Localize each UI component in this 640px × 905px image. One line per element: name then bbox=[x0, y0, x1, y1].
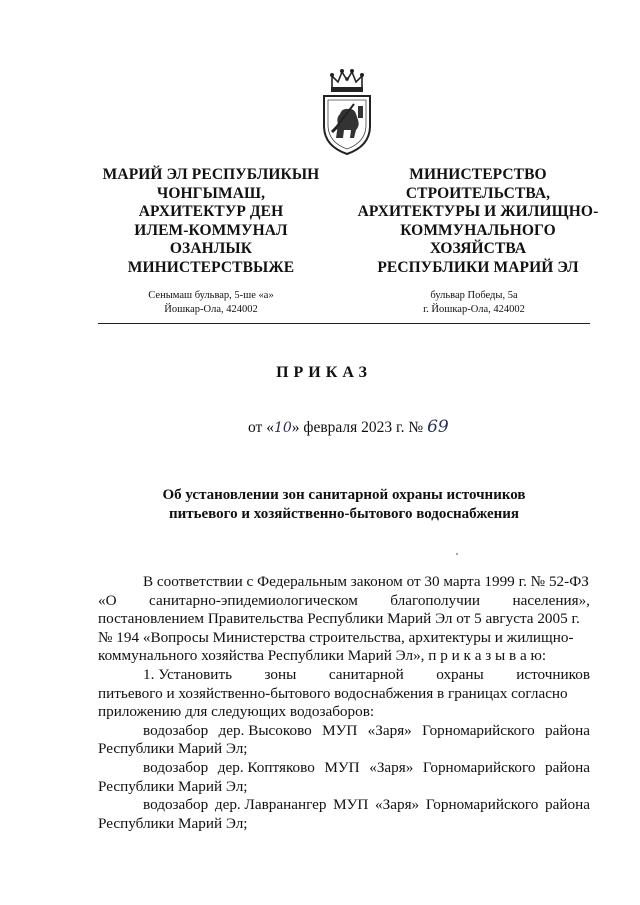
subject-line: питьевого и хозяйственно-бытового водоснабжения bbox=[168, 506, 520, 522]
date-day-handwritten: 10 bbox=[273, 420, 292, 436]
body-word: дер. Высоково bbox=[218, 721, 312, 739]
address-right bbox=[364, 289, 584, 316]
body-word: охраны bbox=[436, 665, 484, 683]
body-line: Республики Марий Эл; bbox=[98, 814, 248, 832]
body-line bbox=[98, 666, 590, 685]
body-word: санитарно-эпидемиологическом bbox=[149, 591, 358, 609]
date-suffix: » февраля 2023 г. № bbox=[291, 419, 424, 436]
body-word: благополучии bbox=[390, 591, 480, 609]
address-line: г. Йошкар-Ола, 424002 bbox=[423, 303, 525, 315]
body-line: постановлением Правительства Республики Марий Эл от 5 августа 2005 г. bbox=[98, 610, 580, 628]
body-word: района bbox=[545, 758, 590, 776]
body-word: санитарной bbox=[328, 665, 404, 683]
body-word: Горномарийского bbox=[425, 796, 539, 814]
body-line: питьевого и хозяйственно-бытового водоснабжения в границах согласно bbox=[98, 684, 568, 702]
body-word: 1. Установить bbox=[143, 665, 233, 683]
address-line: бульвар Победы, 5а bbox=[430, 290, 518, 301]
body-word: МУП bbox=[333, 796, 369, 814]
document-subject bbox=[98, 486, 590, 524]
body-word: «Заря» bbox=[367, 721, 412, 739]
body-line: Республики Марий Эл; bbox=[98, 740, 248, 758]
coat-of-arms-icon bbox=[318, 68, 376, 156]
address-line: Сенымаш бульвар, 5-ше «а» bbox=[148, 290, 274, 301]
address-line: Йошкар-Ола, 424002 bbox=[164, 303, 258, 315]
body-word: дер. Коптяково bbox=[217, 758, 315, 776]
header-divider bbox=[98, 323, 590, 324]
body-word: «Заря» bbox=[375, 796, 420, 814]
document-body bbox=[98, 573, 590, 833]
body-line bbox=[98, 796, 590, 815]
body-word: «Заря» bbox=[369, 758, 414, 776]
body-line: № 194 «Вопросы Министерства строительства, архитектуры и жилищно- bbox=[98, 628, 574, 646]
body-word: «О bbox=[98, 591, 117, 609]
header-right-ministry-name bbox=[352, 166, 604, 278]
header-left-line: ИЛЕМ-КОММУНАЛ bbox=[134, 221, 288, 239]
body-word: МУП bbox=[324, 758, 360, 776]
body-line bbox=[98, 759, 590, 778]
header-left-line: ОЗАНЛЫК bbox=[169, 240, 253, 258]
body-line: коммунального хозяйства Республики Марий Эл», п р и к а з ы в а ю: bbox=[98, 647, 547, 665]
body-line: приложению для следующих водозаборов: bbox=[98, 703, 375, 721]
header-right-line: СТРОИТЕЛЬСТВА, bbox=[405, 184, 551, 202]
address-left bbox=[101, 289, 321, 316]
body-word: Горномарийского bbox=[422, 721, 535, 739]
document-title: ПРИКАЗ bbox=[276, 364, 372, 381]
body-word: водозабор bbox=[143, 796, 209, 814]
date-prefix: от « bbox=[248, 419, 274, 436]
body-word: водозабор bbox=[143, 721, 209, 739]
header-left-ministry-name bbox=[86, 166, 336, 278]
body-word: Горномарийского bbox=[422, 758, 536, 776]
header-left-line: АРХИТЕКТУР ДЕН bbox=[138, 203, 284, 221]
body-word: населения», bbox=[512, 591, 590, 609]
body-word: района bbox=[545, 796, 590, 814]
body-word: водозабор bbox=[143, 758, 209, 776]
header-left-line: МИНИСТЕРСТВЫЖЕ bbox=[127, 258, 295, 276]
date-line bbox=[248, 417, 449, 437]
body-line: Республики Марий Эл; bbox=[98, 777, 248, 795]
body-word: дер. Лавранангер bbox=[214, 796, 327, 814]
header-left-line: ЧОНГЫМАШ, bbox=[156, 184, 266, 202]
subject-line: Об установлении зон санитарной охраны источников bbox=[162, 487, 526, 503]
header-right-line: МИНИСТЕРСТВО bbox=[409, 166, 547, 183]
header-right-line: АРХИТЕКТУРЫ И ЖИЛИЩНО- bbox=[357, 203, 599, 221]
body-word: района bbox=[545, 721, 590, 739]
header-left-line: МАРИЙ ЭЛ РЕСПУБЛИКЫН bbox=[102, 166, 320, 183]
body-line: В соответствии с Федеральным законом от 30 марта 1999 г. № 52-ФЗ bbox=[143, 573, 589, 590]
body-line bbox=[98, 592, 590, 611]
body-line bbox=[98, 722, 590, 741]
body-word: МУП bbox=[322, 721, 358, 739]
body-word: зоны bbox=[264, 665, 297, 683]
order-number-handwritten: 69 bbox=[427, 417, 449, 437]
scan-speck bbox=[456, 553, 458, 555]
header-right-line: РЕСПУБЛИКИ МАРИЙ ЭЛ bbox=[377, 258, 579, 276]
header-right-line: ХОЗЯЙСТВА bbox=[429, 240, 527, 258]
header-right-line: КОММУНАЛЬНОГО bbox=[400, 221, 556, 239]
body-word: источников bbox=[516, 665, 590, 683]
